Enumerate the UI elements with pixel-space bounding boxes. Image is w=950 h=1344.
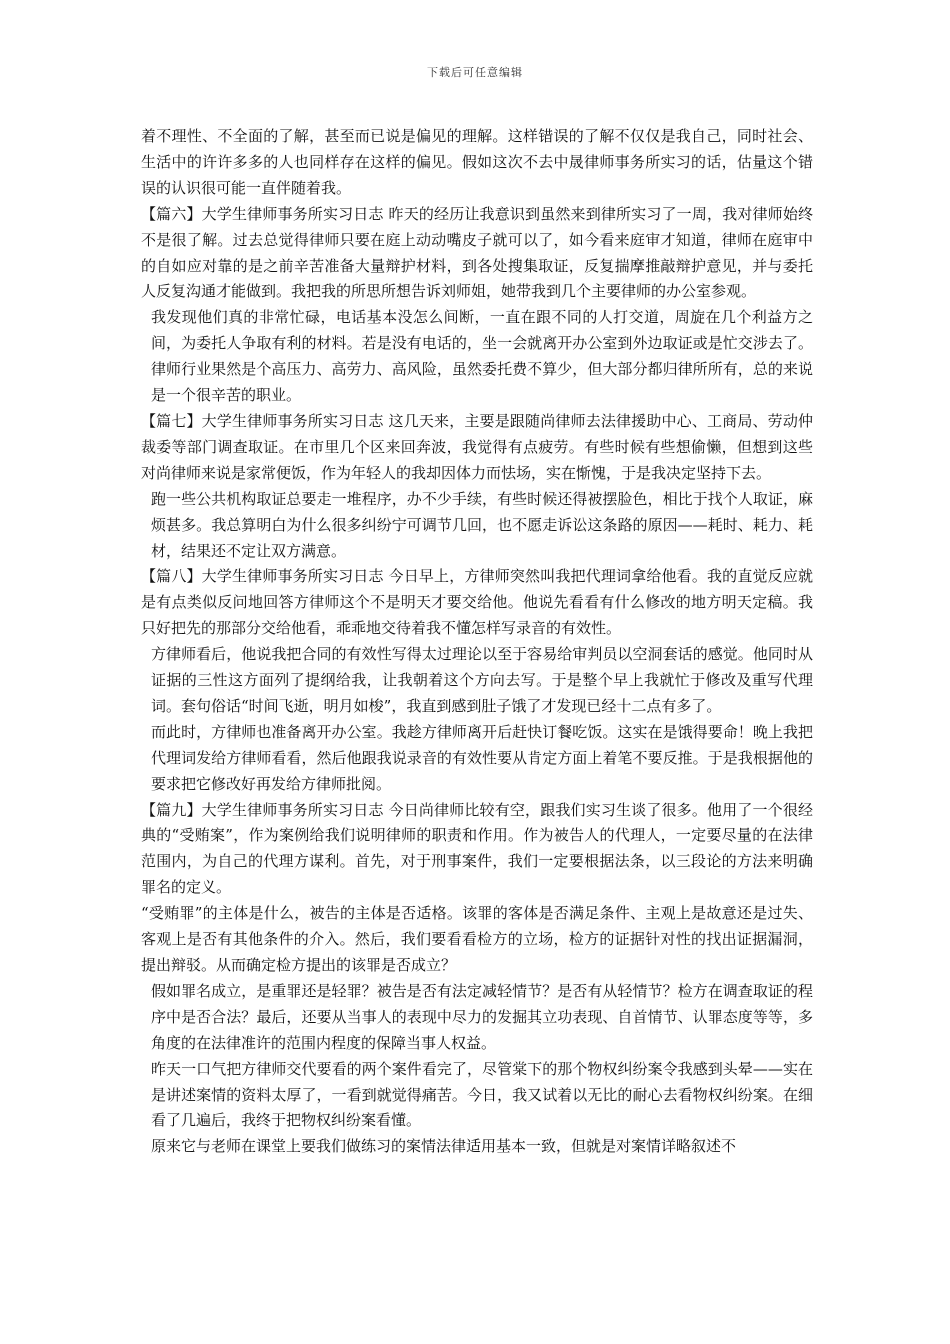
paragraph: 【篇六】大学生律师事务所实习日志 昨天的经历让我意识到虽然来到律所实习了一周，我对律师始终不是很了解。过去总觉得律师只要在庭上动动嘴皮子就可以了，如今看来庭审才知道，律师在庭审中的自如应对靠的是之前辛苦准备大量辩护材料，到各处搜集取证，反复揣摩推敲辩护意见，并与委托人反复沟通才能做到。我把我的所思所想告诉刘师姐，她带我到几个主要律师的办公室参观。 [141, 204, 813, 301]
paragraph: 【篇七】大学生律师事务所实习日志 这几天来，主要是跟随尚律师去法律援助中心、工商局、劳动仲裁委等部门调查取证。在市里几个区来回奔波，我觉得有点疲劳。有些时候有些想偷懒，但想到这些对尚律师来说是家常便饭，作为年轻人的我却因体力而怯场，实在惭愧，于是我决定坚持下去。 [141, 411, 813, 482]
page-header: 下载后可任意编辑 [427, 66, 523, 79]
paragraph: 方律师看后，他说我把合同的有效性写得太过理论以至于容易给审判员以空洞套话的感觉。他同时从证据的三性这方面列了提纲给我，让我朝着这个方向去写。于是整个早上我就忙于修改及重写代理词。套句俗话“时间飞逝，明月如梭”，我直到感到肚子饿了才发现已经十二点有多了。 [151, 645, 813, 715]
paragraph: 跑一些公共机构取证总要走一堆程序，办不少手续，有些时候还得被摆脸色，相比于找个人取证，麻烦甚多。我总算明白为什么很多纠纷宁可调节几回，也不愿走诉讼这条路的原因——耗时、耗力、耗材，结果还不定让双方满意。 [151, 489, 813, 560]
paragraph: 我发现他们真的非常忙碌，电话基本没怎么间断，一直在跟不同的人打交道，周旋在几个利益方之间，为委托人争取有利的材料。若是没有电话的，坐一会就离开办公室到外边取证或是忙交涉去了。律师行业果然是个高压力、高劳力、高风险，虽然委托费不算少，但大部分都归律所所有，总的来说是一个很辛苦的职业。 [151, 308, 813, 405]
document-body [141, 124, 813, 1160]
paragraph: 【篇八】大学生律师事务所实习日志 今日早上，方律师突然叫我把代理词拿给他看。我的直觉反应就是有点类似反问地回答方律师这个不是明天才要交给他。他说先看看有什么修改的地方明天定稿。我只好把先的那部分交给他看，乖乖地交待着我不懂怎样写录音的有效性。 [141, 567, 813, 638]
paragraph: 而此时，方律师也准备离开办公室。我趁方律师离开后赶快订餐吃饭。这实在是饿得要命！晚上我把代理词发给方律师看看，然后他跟我说录音的有效性要从肯定方面上着笔不要反推。于是我根据他的要求把它修改好再发给方律师批阅。 [151, 722, 813, 793]
paragraph: 假如罪名成立，是重罪还是轻罪？被告是否有法定减轻情节？是否有从轻情节？检方在调查取证的程序中是否合法？最后，还要从当事人的表现中尽力的发掘其立功表现、自首情节、认罪态度等等，多角度的在法律准许的范围内程度的保障当事人权益。 [151, 981, 813, 1052]
paragraph: 原来它与老师在课堂上要我们做练习的案情法律适用基本一致，但就是对案情详略叙述不 [151, 1137, 737, 1156]
paragraph: 【篇九】大学生律师事务所实习日志 今日尚律师比较有空，跟我们实习生谈了很多。他用了一个很经典的“受贿案”，作为案例给我们说明律师的职责和作用。作为被告人的代理人，一定要尽量的在法律范围内，为自己的代理方谋利。首先，对于刑事案件，我们一定要根据法条，以三段论的方法来明确罪名的定义。 [141, 800, 813, 897]
paragraph: “受贿罪”的主体是什么，被告的主体是否适格。该罪的客体是否满足条件、主观上是故意还是过失、客观上是否有其他条件的介入。然后，我们要看看检方的立场，检方的证据针对性的找出证据漏洞，提出辩驳。从而确定检方提出的该罪是否成立？ [141, 904, 813, 974]
paragraph: 着不理性、不全面的了解，甚至而已说是偏见的理解。这样错误的了解不仅仅是我自己，同时社会、生活中的许许多多的人也同样存在这样的偏见。假如这次不去中晟律师事务所实习的话，估量这个错误的认识很可能一直伴随着我。 [141, 127, 813, 197]
paragraph: 昨天一口气把方律师交代要看的两个案件看完了，尽管棠下的那个物权纠纷案令我感到头晕——实在是讲述案情的资料太厚了，一看到就觉得痛苦。今日，我又试着以无比的耐心去看物权纠纷案。在细看了几遍后，我终于把物权纠纷案看懂。 [151, 1059, 813, 1130]
